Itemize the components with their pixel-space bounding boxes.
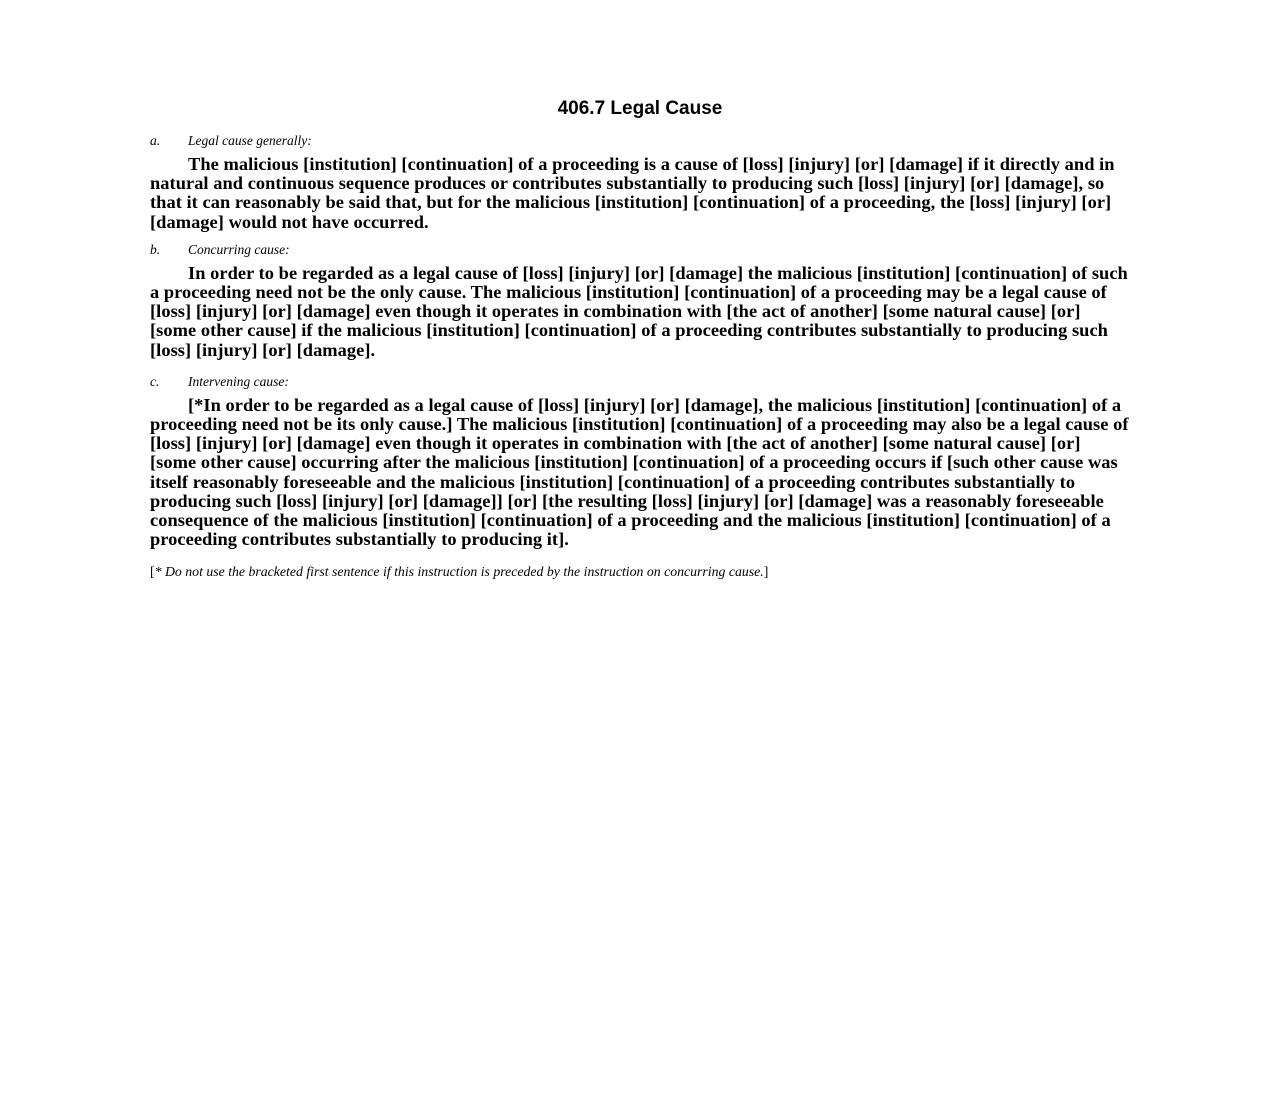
section-heading [150, 242, 1130, 258]
section-heading [150, 374, 1130, 390]
section-letter: c. [150, 373, 160, 389]
section-body: [*In order to be regarded as a legal cause of [loss] [injury] [or] [damage], the malicious [institution] [continuation] of a proceeding need not be its only cause.] The malicious [institution] [continuation] of a proceeding may also be a legal cause of [loss] [injury] [or] [damage] even though it operates in combination with [the act of another] [some natural cause] [or] [some other cause] occurring after the malicious [institution] [continuation] of a proceeding occurs if [such other cause was itself reasonably foreseeable and the malicious [institution] [continuation] of a proceeding contributes substantially to producing such [loss] [injury] [or] [damage]] [or] [the resulting [loss] [injury] [or] [damage] was a reasonably foreseeable consequence of the malicious [institution] [continuation] of a proceeding and the malicious [institution] [continuation] of a proceeding contributes substantially to producing it]. [150, 394, 1129, 550]
section-body: The malicious [institution] [continuation] of a proceeding is a cause of [loss] [injury] [or] [damage] if it directly and in natural and continuous sequence produces or contributes substantially to producing such [loss] [injury] [or] [damage], so that it can reasonably be said that, but for the malicious [institution] [continuation] of a proceeding, the [loss] [injury] [or] [damage] would not have occurred. [150, 154, 1115, 232]
section-heading-label: Concurring cause: [188, 241, 290, 257]
section-legal-cause-generally [150, 133, 1130, 232]
section-concurring-cause [150, 242, 1130, 360]
section-intervening-cause [150, 374, 1130, 550]
footnote-close-bracket: ] [763, 564, 769, 580]
footnote [150, 563, 1130, 580]
section-heading-label: Intervening cause: [188, 373, 289, 389]
section-body: In order to be regarded as a legal cause of [loss] [injury] [or] [damage] the malicious [institution] [continuation] of such a proceeding need not be the only cause. The malicious [institution] [continuation] of a proceeding may be a legal cause of [loss] [injury] [or] [damage] even though it operates in combination with [the act of another] [some natural cause] [or] [some other cause] if the malicious [institution] [continuation] of a proceeding contributes substantially to producing such [loss] [injury] [or] [damage]. [150, 262, 1128, 360]
section-heading-label: Legal cause generally: [188, 133, 312, 148]
section-letter: b. [150, 241, 161, 257]
footnote-open-bracket: [ [150, 564, 155, 580]
page-title: 406.7 Legal Cause [557, 98, 723, 119]
section-heading [150, 133, 1130, 149]
footnote-text: * Do not use the bracketed first sentence if this instruction is preceded by the instruction on concurring cause. [154, 564, 764, 580]
section-letter: a. [150, 133, 161, 148]
document-page [150, 97, 1130, 580]
